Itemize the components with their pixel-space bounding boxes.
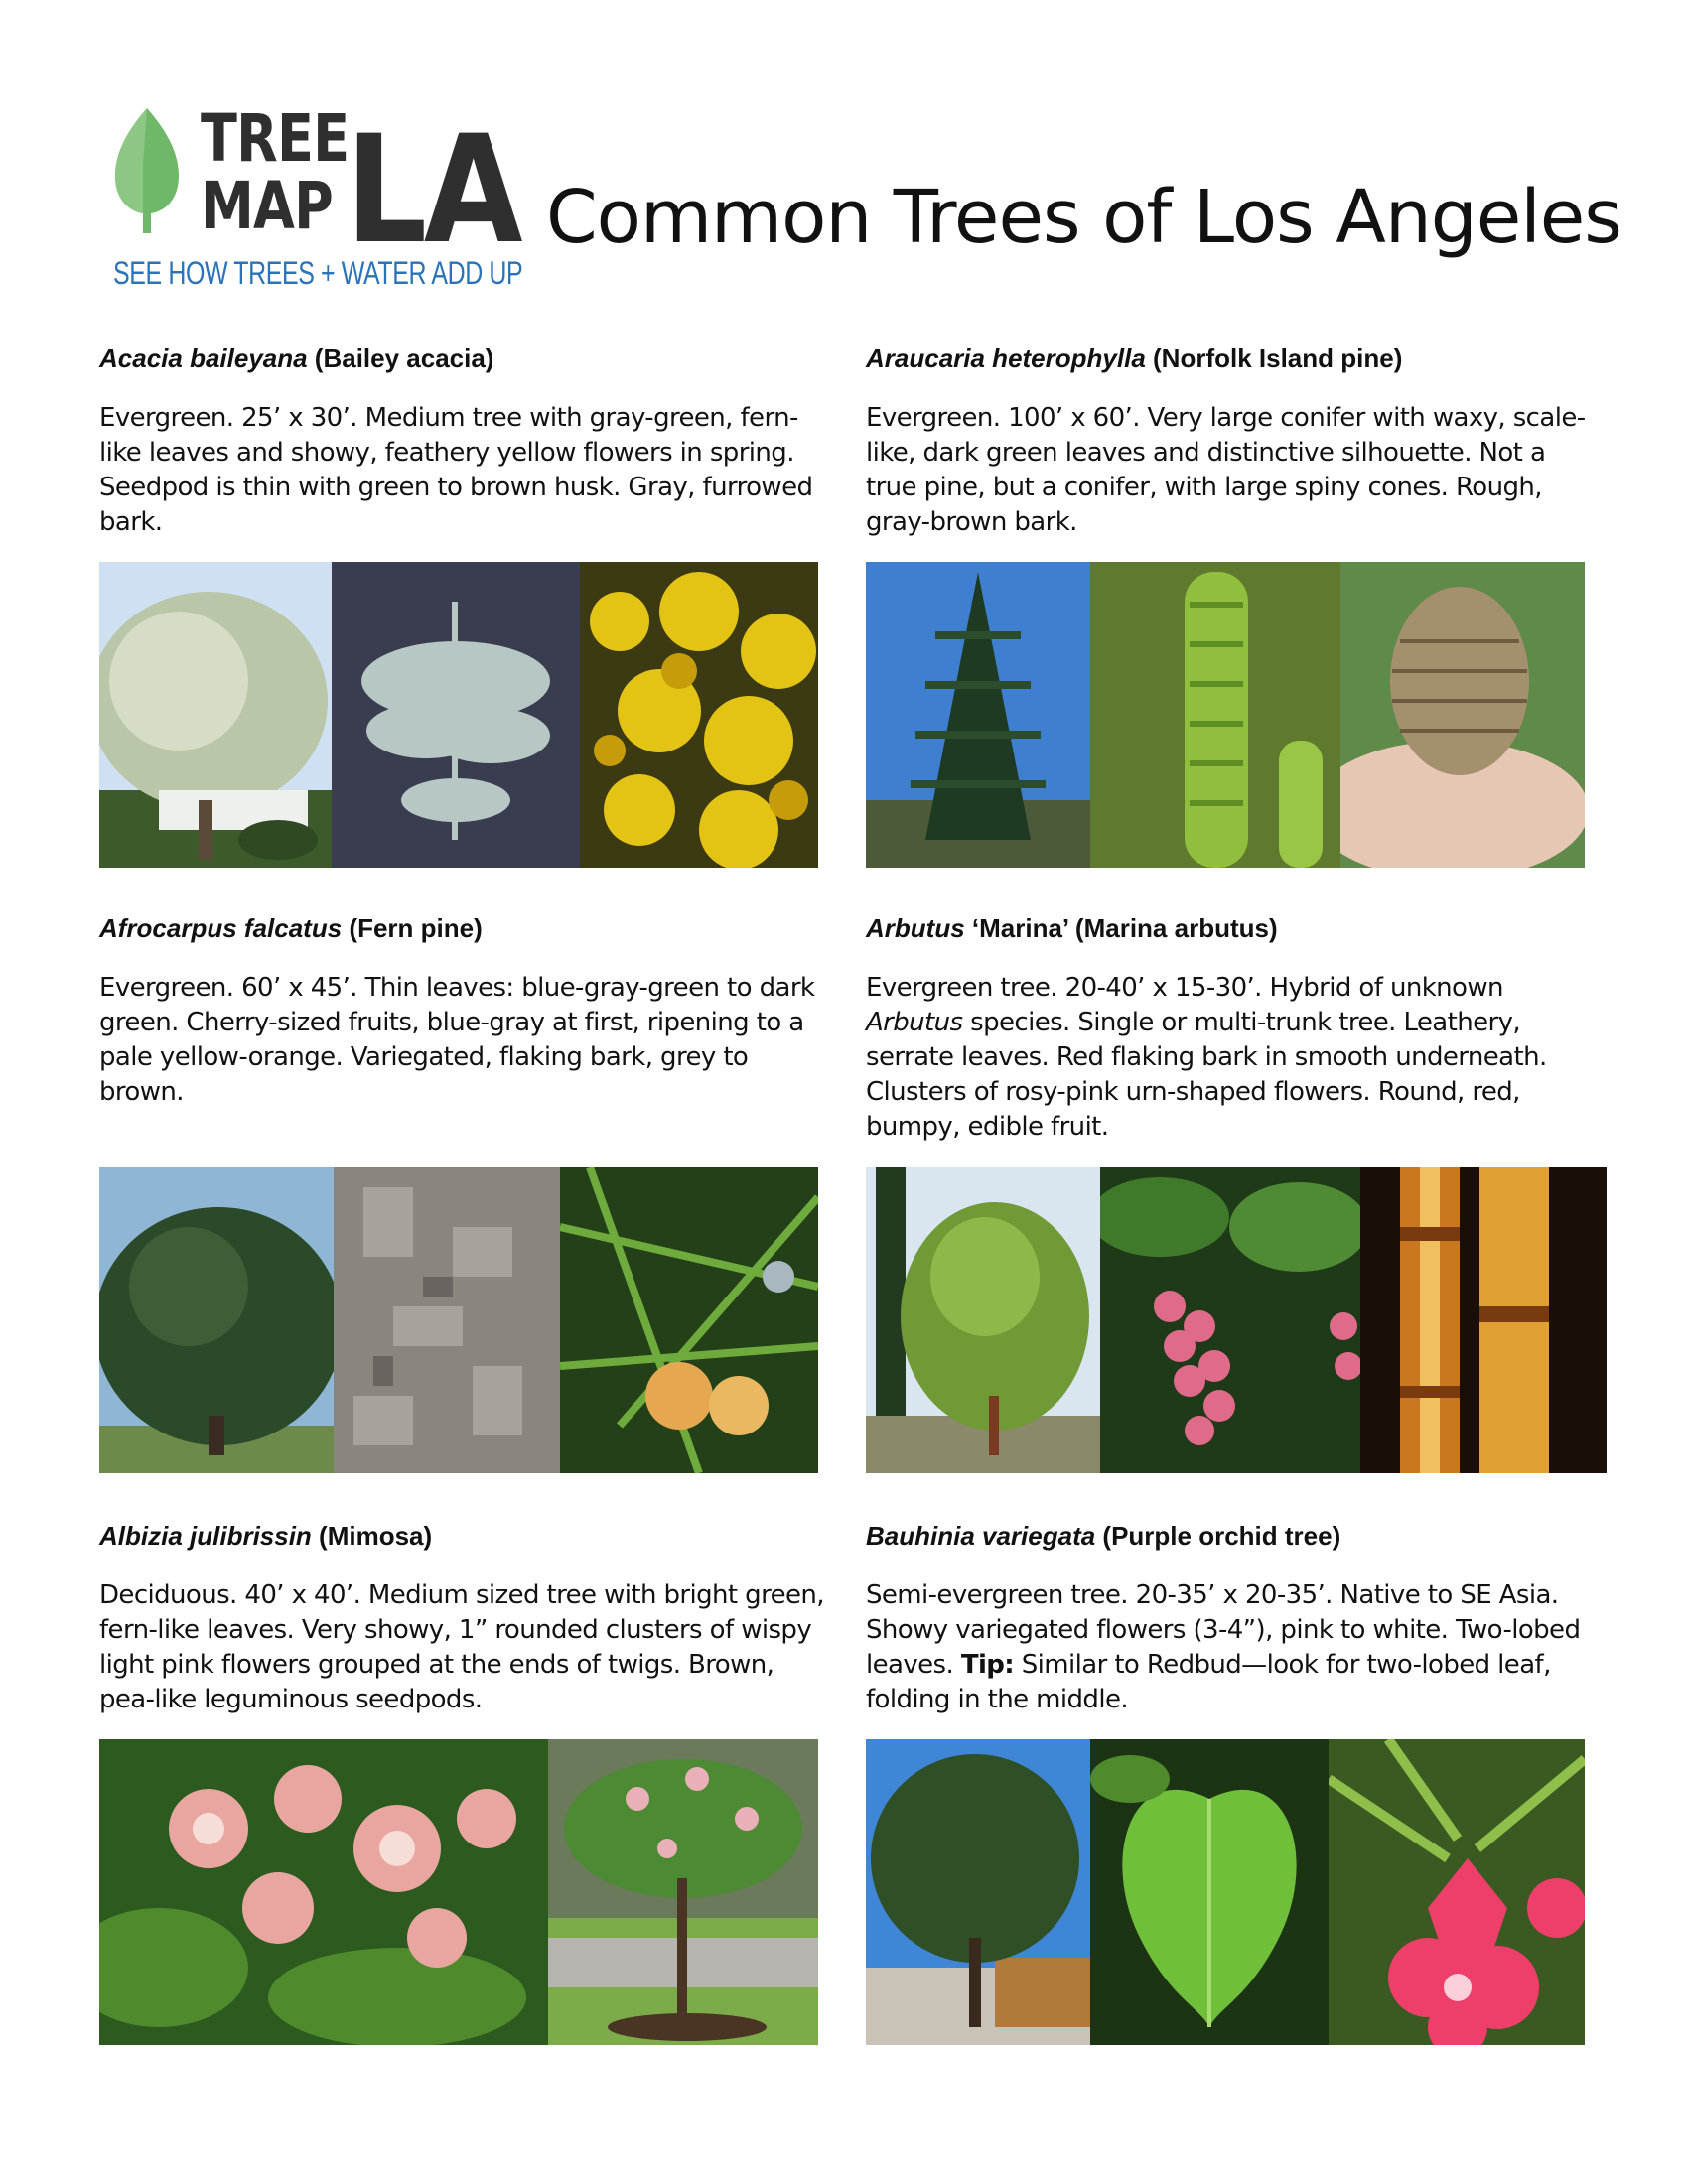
arbutus-tree-photo [866,1167,1100,1473]
photo-strip-araucaria [866,562,1585,868]
description-italic-text: Arbutus [866,1008,963,1037]
bauhinia-tree-photo [866,1739,1090,2045]
entry-title [99,341,824,375]
arbutus-bark-photo [1360,1167,1607,1473]
tree-icon [109,104,185,235]
entry-description: Deciduous. 40’ x 40’. Medium sized tree with bright green, fern-like leaves. Very showy, 1” rounded clusters of wispy light pink flowers grouped at the ends of twigs. Brown, pea-like leguminous seedpods. [99,1580,824,1714]
bauhinia-leaf-photo [1090,1739,1329,2045]
entry-title [866,911,1591,945]
tip-label: Tip: [960,1650,1015,1680]
page-title: Common Trees of Los Angeles [546,175,1621,260]
photo-strip-bauhinia [866,1739,1585,2045]
acacia-leaf-photo [332,562,580,868]
entry-title [99,911,824,945]
entry-title [99,1519,824,1553]
scientific-name: Afrocarpus falcatus [99,913,343,943]
common-name: (Mimosa) [311,1521,433,1551]
entry-title [866,1519,1591,1553]
description-text: Evergreen tree. 20-40’ x 15-30’. Hybrid of unknown [866,973,1503,1003]
logo-tagline: SEE HOW TREES + WATER ADD UP [113,255,523,291]
description-text: Similar to Redbud—look for two-lobed leaf, folding in the middle. [866,1650,1551,1714]
entry-description [866,1578,1591,1717]
photo-strip-afrocarpus [99,1167,818,1473]
scientific-name: Albizia julibrissin [99,1521,312,1551]
common-name: (Bailey acacia) [307,343,494,373]
tree-entry-arbutus [866,911,1591,1145]
scientific-name: Arbutus [866,913,965,943]
logo-word-map: MAP [201,168,333,244]
scientific-name: Acacia baileyana [99,343,308,373]
tree-entry-araucaria [866,341,1591,540]
common-name: ‘Marina’ (Marina arbutus) [964,913,1278,943]
common-name: (Norfolk Island pine) [1145,343,1403,373]
photo-strip-arbutus [866,1167,1607,1473]
afrocarpus-fruit-photo [560,1167,818,1473]
tree-entry-acacia [99,341,824,540]
tree-entry-albizia [99,1519,824,1717]
scientific-name: Bauhinia variegata [866,1521,1096,1551]
araucaria-branch-photo [1090,562,1340,868]
arbutus-fruit-photo [1100,1167,1360,1473]
logo-word-tree: TREE [201,100,350,177]
acacia-tree-photo [99,562,332,868]
scientific-name: Araucaria heterophylla [866,343,1146,373]
description-text: Semi-evergreen tree. 20-35’ x 20-35’. Native to SE Asia. Showy variegated flowers (3-4”), pink to white. Two-lobed leaves. [866,1580,1581,1680]
entry-description: Evergreen. 60’ x 45’. Thin leaves: blue-gray-green to dark green. Cherry-sized fruits, blue-gray at first, ripening to a pale yellow-orange. Variegated, flaking bark, grey to brown. [99,973,815,1107]
photo-strip-albizia [99,1739,818,2045]
tree-entry-bauhinia [866,1519,1591,1717]
afrocarpus-bark-photo [334,1167,560,1473]
araucaria-cone-photo [1340,562,1585,868]
albizia-flowers-photo [99,1739,548,2045]
acacia-flowers-photo [580,562,818,868]
description-text: species. Single or multi-trunk tree. Leathery, serrate leaves. Red flaking bark in smooth underneath. Clusters of rosy-pink urn-shaped flowers. Round, red, bumpy, edible fruit. [866,1008,1547,1142]
treemap-la-logo [109,100,523,293]
bauhinia-flower-photo [1329,1739,1585,2045]
common-name: (Purple orchid tree) [1095,1521,1341,1551]
entry-title [866,341,1591,375]
entry-description [866,971,1591,1145]
entry-description: Evergreen. 25’ x 30’. Medium tree with gray-green, fern-like leaves and showy, feathery yellow flowers in spring. Seedpod is thin with green to brown husk. Gray, furrowed bark. [99,403,813,537]
albizia-tree-photo [548,1739,818,2045]
afrocarpus-tree-photo [99,1167,334,1473]
common-name: (Fern pine) [342,913,483,943]
tree-entry-afrocarpus [99,911,824,1110]
entry-description: Evergreen. 100’ x 60’. Very large conifer with waxy, scale-like, dark green leaves and distinctive silhouette. Not a true pine, but a conifer, with large spiny cones. Rough, gray-brown bark. [866,403,1586,537]
logo-word-la: LA [346,104,520,277]
photo-strip-acacia [99,562,818,868]
araucaria-tree-photo [866,562,1090,868]
